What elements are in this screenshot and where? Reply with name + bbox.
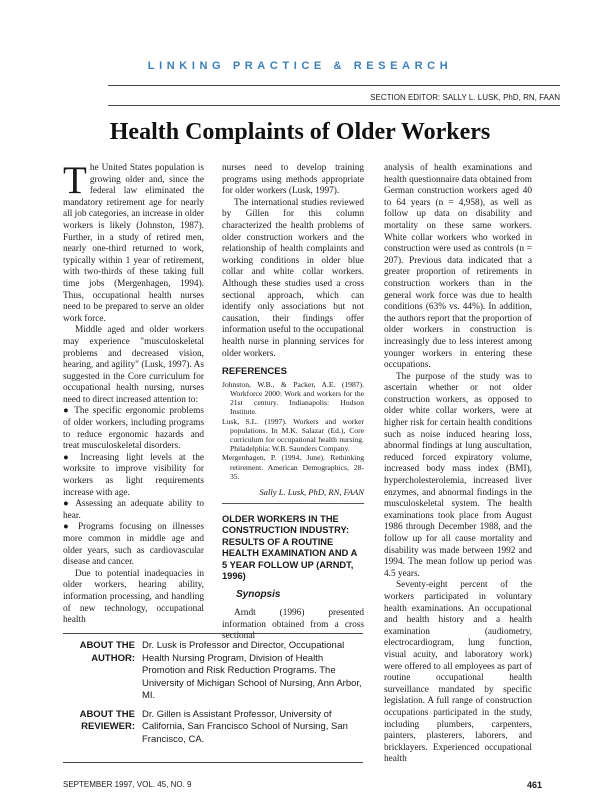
bullet-item: ● The specific ergonomic problems of older workers, including programs to reduce ergonomic hazards and treat musculoskeletal disorders.	[63, 406, 204, 452]
paragraph: nurses need to develop training programs using methods appropriate for older workers (Lusk, 1997).	[222, 163, 364, 197]
bullet-item: ● Increasing light levels at the worksite to improve visibility for workers as light requirements increase with age.	[63, 452, 204, 498]
about-reviewer	[63, 709, 363, 747]
header-rule-lower	[108, 105, 560, 106]
bullet-icon: ●	[63, 522, 78, 533]
page-number: 461	[526, 780, 542, 790]
column-1	[63, 159, 204, 627]
synopsis-label: Synopsis	[236, 588, 281, 600]
paragraph: Seventy-eight percent of the workers participated in voluntary health examinations. An occupational and health history and a health examination (audiometry, electrocardiogram, lung function, visual acuity, and laboratory work) were offered to all employees as part of routine occupational health surveillance mandated by specific legislation. A full range of construction occupations participated in the study, including plumbers, carpenters, painters, plasterers, laborers, and bricklayers. Experienced occupational health	[384, 580, 532, 765]
about-author-text: Dr. Lusk is Professor and Director, Occupational Health Nursing Program, Division of Health Promotion and Risk Reduction Programs. The University of Michigan School of Nursing, Ann Arbor, MI.	[142, 640, 362, 701]
about-box	[63, 633, 363, 763]
reference-item: Mergenhagen, P. (1994, June). Rethinking retirement. American Demographics, 28-35.	[222, 453, 364, 481]
reference-item: Lusk, S.L. (1997). Workers and worker populations. In M.K. Salazar (Ed.), Core curriculum for occupational health nursing. Philadelphia: W.B. Saunders Company.	[222, 416, 364, 454]
section-editor: SECTION EDITOR: SALLY L. LUSK, PhD, RN, FAAN	[370, 93, 560, 102]
intro-paragraph: The United States population is growing older and, since the federal law eliminated the mandatory retirement age for nearly all job categories, an increase in older workers is likely (Johnston, 1987). Further, in a study of retired men, nearly one-third returned to work, typically within 1 year of retirement, with two-thirds of these taking full time jobs (Mergenhagen, 1994). Thus, occupational health nurses need to be prepared to serve an older work force.	[63, 159, 204, 324]
paragraph: analysis of health examinations and health questionnaire data obtained from German construction workers aged 40 to 64 years (n = 4,958), as well as follow up data on disability and mortality on these same workers. White collar workers who worked in construction were used as controls (n = 207). Previous data indicated that a greater proportion of retirements in construction workers than in the general work force was due to health conditions (63% vs. 44%). In addition, the authors report that the proportion of older workers in construction is increasingly due to less interest among younger workers in entering these occupations.	[384, 163, 532, 371]
about-author-label: ABOUT THE AUTHOR:	[79, 640, 135, 664]
paragraph: The purpose of the study was to ascertain whether or not older construction workers, as opposed to older white collar workers, were at higher risk for certain health conditions such as noise induced hearing loss, abnormal findings at lung auscultation, reduced forced expiratory volume, increased body mass index (BMI), hypercholesterolemia, increased liver enzymes, and abnormal findings in the musculoskeletal system. The health examinations took place from August 1986 through December 1988, and the follow up for all cause mortality and disability was made between 1992 and 1994. The mean follow up period was 4.5 years.	[384, 371, 532, 579]
issue-info: SEPTEMBER 1997, VOL. 45, NO. 9	[63, 780, 192, 789]
paragraph: The international studies reviewed by Gillen for this column characterized the health problems of older construction workers and the relationship of health complaints and working conditions in older blue collar and white collar workers. Although these studies used a cross sectional approach, which can identify only associations but not causation, their findings offer information useful to the occupational health nurse in planning services for older workers.	[222, 197, 364, 359]
about-reviewer-label: ABOUT THE REVIEWER:	[79, 708, 135, 732]
editor-signature: Sally L. Lusk, PhD, RN, FAAN	[259, 486, 364, 497]
bullet-icon: ●	[63, 452, 81, 463]
bullet-item: ● Programs focusing on illnesses more common in middle age and older years, such as cardiovascular disease and cancer.	[63, 522, 204, 568]
about-author	[63, 640, 363, 703]
references-heading: REFERENCES	[222, 366, 287, 378]
paragraph: Middle aged and older workers may experience "musculoskeletal problems and decreased vision, hearing, and agility" (Lusk, 1997). As suggested in the Core curriculum for occupational health nursing, nurses need to direct increased attention to:	[63, 325, 204, 405]
bullet-icon: ●	[63, 499, 76, 510]
bullet-item: ● Assessing an adequate ability to hear.	[63, 499, 204, 521]
paragraph: Due to potential inadequacies in older workers, hearing ability, information processing, and handling of new technology, occupational health	[63, 568, 204, 626]
drop-cap: T	[63, 159, 87, 202]
reference-item: Johnston, W.B., & Packer, A.E. (1987). Workforce 2000: Work and workers for the 21st century. Indianapolis: Hudson Institute.	[222, 379, 364, 417]
section-kicker: LINKING PRACTICE & RESEARCH	[147, 60, 453, 72]
article-title: Health Complaints of Older Workers	[109, 119, 491, 145]
paragraph: Arndt (1996) presented information obtained from a cross sectional	[222, 608, 364, 642]
section-divider	[222, 503, 364, 504]
about-reviewer-text: Dr. Gillen is Assistant Professor, University of California, San Francisco School of Nursing, San Francisco, CA.	[142, 708, 348, 745]
section-heading: OLDER WORKERS IN THE CONSTRUCTION INDUSTRY: RESULTS OF A ROUTINE HEALTH EXAMINATION AND A 5 YEAR FOLLOW UP (ARNDT, 1996)	[222, 513, 357, 582]
column-2	[222, 163, 364, 643]
header-rule	[108, 85, 560, 86]
column-3	[384, 163, 532, 766]
bullet-icon: ●	[63, 406, 75, 417]
